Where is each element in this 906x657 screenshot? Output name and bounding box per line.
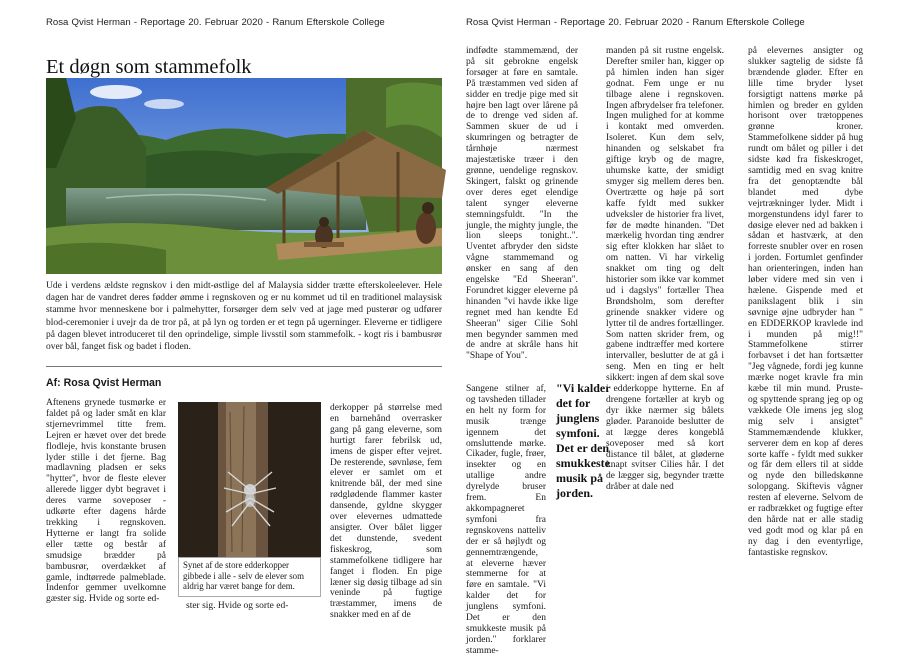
page-header-right: Rosa Qvist Herman - Reportage 20. Februar 2020 - Ranum Efterskole College xyxy=(466,17,805,28)
article-column-2-bottom: ster sig. Hvide og sorte ed- xyxy=(186,601,289,611)
spider-photo xyxy=(178,402,321,557)
article-column-6: på elevernes ansigter og slukker sagtelig de sidste få brændende gløder. Efter en lille time bryder lyset forsigtigt nattens mørke på himlen og breder en gylden horisont over trætoppenes grønne kroner. Stammefolkene sidder på hug rundt om bålet og piller i det sidste kød fra fiskeskroget, samtidig med en svag knitre fra det genoptændte bål blandet med dybe vejrtrækninger lyder. Midt i morgenstundens idyl farer to døsige elever ned ad bakken i sådan et hastværk, at den forreste snubler over en rosen i jorden. Fortumlet genfinder han orienteringen, inden han løber videre med sin ven i hælene. Gispende med et panikslagent blik i sin søvnige øjne udbryder han " en EDDERKOP kravlede ind i munden på mig!!" Stammefolkene stirrer forbavset i det han fortsætter "Jeg vågnede, fordi jeg kunne mærke noget kravle fra min kæbe til min mund. Pruste- og spyttende sprang jeg op og vækkede Ole imens jeg slog mig selv i ansigtet" Stammemændende klukker, serverer dem en kop af deres sorte kaffe - fyldt med sukker og får dem ellers til at sidde og nyde den billedskønne solopgang. Skiftevis vågner resten af eleverne. Selvom de er radbrækket og fugtige efter den hårde nat er alle stadig ved godt mod og klar på en ny dag i den eventyrlige, fantastiske regnskov. xyxy=(748,46,863,558)
intro-paragraph: Ude i verdens ældste regnskov i den midt-østlige del af Malaysia sidder trætte efterskoleelever. Hele dagen har de vandret deres fødder ømme i regnskoven og er nu kommet ud til en traditionel malaysisk stamme hvor menneskene bor i palmehytter, forsørger dem selv ved at jage med pusterør og udfører blod-ceremonier i uvejr da de tror på, at på lyn og torden er et tegn på ugerninger. Eleverne er tidligere på dagen blevet introduceret til den oprindelige, simple livsstil som stammefolk. - kogt ris i bambusrør over bål, fanget fisk og badet i floden. xyxy=(46,281,442,353)
byline: Af: Rosa Qvist Herman xyxy=(46,377,162,389)
article-column-3: derkopper på størrelse med en barnehånd overrasker gang på gang eleverne, som hurtigt farer febrilsk ud, imens de gisper efter vejret. De resterende, søvnløse, fem elever er samlet om et knitrende bål, der med sine rødglødende flammer kaster dansende, gyldne skygger over elevernes udmattede ansigter. Over bålet ligger det dunstende, svedent fiskeskrog, som stammefolkene tidligere har fanget i floden. En pige læner sig døsig tilbage ad sin veninde på fugtige træstammer, imens de snakker med en af de xyxy=(330,403,442,621)
article-title: Et døgn som stammefolk xyxy=(46,56,252,78)
pull-quote: "Vi kalder det for junglens symfoni. Det er den smukkeste musik på jorden. xyxy=(556,381,611,500)
article-column-4-bottom: Sangene stilner af, og tavsheden tillader en helt ny form for musik trænge igennem det omsluttende mørke. Cikader, fugle, frøer, insekter og en utallige andre dyrelyde bruser frem. En akkompagneret symfoni fra regnskovens natteliv der er så højlydt og gennemtrængende, at eleverne hæver stemmerne for at føre en samtale. "Vi kalder det for junglens symfoni. Det er den smukkeste musik på jorden." forklarer stamme- xyxy=(466,384,546,656)
rainforest-photo xyxy=(46,78,442,274)
page-header-left: Rosa Qvist Herman - Reportage 20. Februar 2020 - Ranum Efterskole College xyxy=(46,17,385,28)
section-divider xyxy=(46,366,442,367)
article-column-5: manden på sit rustne engelsk. Derefter smiler han, kigger op på himlen inden han siger godnat. Fem unge er nu tilbage alene i regnskoven. Ingen afbrydelser fra telefoner. Ingen mulighed for at komme i kontakt med omverden. Isoleret. Kun dem selv, hinanden og selskabet fra giftige kryb og de magre, uhumske katte, der smidigt smyger sig mellem deres ben. Overtrætte og høje på sort kaffe fyldt med sukker udveksler de historier fra livet, før de mødte hinanden. "Det mærkelig hvordan ting ændrer sig efter klokken har slået to om natten. Vi har virkelig snakket om ting og delt historier som ikke var kommet ud i dagslys" fortæller Thea Brøndsholm, som derefter grinende snakker videre og lytter til de andres fortællinger. Som natten skrider frem, og gabene indtræffer med kortere intervaller, beslutter de at gå i seng. Men en ting er helt sikkert: ingen af dem skal sove i edderkoppe hytterne. En af drengene fortæller at kryb og dyr ikke nærmer sig bålets gløder. Paranoide beslutter de at lægge deres kongeblå soveposer med så kort distance til bålet, at gløderne knapt svitser Cilies hår. I det de lægger sig, begynder trætte dråber at dale ned xyxy=(606,46,724,493)
article-column-1: Aftenens grynede tusmørke er faldet på og lader småt en klar stjernevrimmel titte frem. Lejren er hævet over det brede flodleje, hvis konstante brusen lyder stille i det fjerne. Bag madlavning pladsen er seks "hytter", hvor de fleste elever allerede ligger dybt begravet i deres varme soveposer - udkørte efter dagens hårde trekking i regnskoven. Hytterne er langt fra solide eller tætte og består af smudsige brædder på bambusrør, overdækket af gamle, indtørrede palmeblade. Indenfor gemmer uvelkomne gæster sig. Hvide og sorte ed- xyxy=(46,398,166,605)
article-column-4-top: indfødte stammemænd, der på sit gebrokne engelsk forsøger at føre en samtale. På træstammen ved siden af sidder en tredje pige med sit højre ben lagt over lårene på de to drenge ved siden af. Sammen skuer de ud i skumringen og betragter de tårnhøje nærmest majestætiske træer i den grønne, uendelige regnskov. Skingert, falskt og grinende over deres eget elendige talent synger eleverne stemningsfuldt. "In the jungle, the mighty jungle, the lion sleeps tonight..". Uventet afbryder den sidste vågne stammemand og ønsker en sang af den engelske "Ed Sheeran". Forundret kigger eleverne på hinanden "vi havde ikke lige regnet med han kendte Ed Sheeran" siger Cilie Sohl men begynder sammen med de andre at skråle hans hit "Shape of You". xyxy=(466,46,578,362)
spider-photo-caption: Synet af de store edderkopper gibbede i alle - selv de elever som aldrig har været bange for dem. xyxy=(178,557,321,597)
